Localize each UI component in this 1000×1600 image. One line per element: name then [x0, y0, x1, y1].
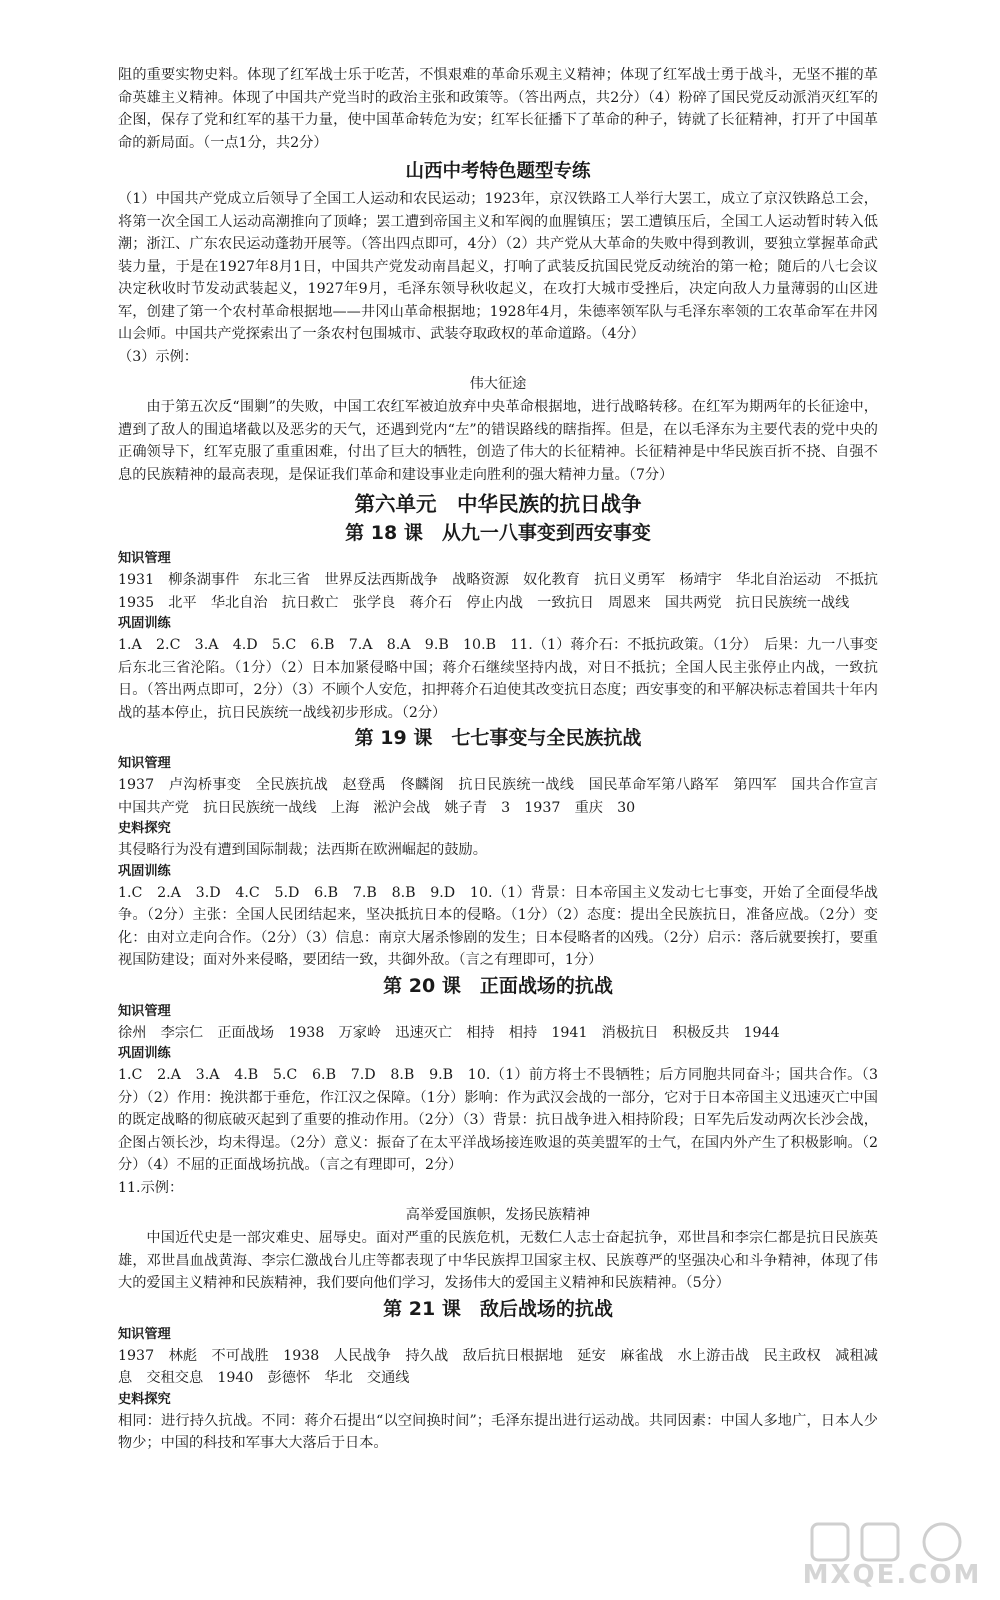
knowledge-label: 知识管理: [118, 551, 171, 566]
practice-answers: 1.A 2.C 3.A 4.D 5.C 6.B 7.A 8.A 9.B 10.B 11.（1）蒋介石：不抵抗政策。（1分） 后果：九一八事变后东北三省沦陷。（1分）（2）日本加紧侵略中国；蒋介石继续坚持内战，对日不抵抗；全国人民主张停止内战，一致抗日。（答出两点即可，2分）（3）不顾个人安危，扣押蒋介石迫使其改变抗日态度；西安事变的和平解决标志着国共十年内战的基本停止，抗日民族统一战线初步形成。（2分）: [118, 637, 878, 721]
source-answer: 相同：进行持久抗战。不同：蒋介石提出“以空间换时间”；毛泽东提出进行运动战。共同因素：中国人多地广，日本人少物少；中国的科技和军事大大落后于日本。: [118, 1412, 878, 1451]
lesson-20-heading: 第 20 课 正面战场的抗战: [383, 974, 613, 997]
source-label: 史料探究: [118, 1391, 171, 1407]
knowledge-label: 知识管理: [118, 756, 171, 771]
watermark-icon: [792, 1520, 992, 1564]
practice-label: 巩固训练: [118, 616, 171, 631]
essay-title: 高举爱国旗帜，发扬民族精神: [405, 1207, 591, 1223]
knowledge-answers: 1931 柳条湖事件 东北三省 世界反法西斯战争 战略资源 奴化教育 抗日义勇军 杨靖宇 华北自治运动 不抵抗 1935 北平 华北自治 抗日救亡 张学良 蒋介石 停止内战 一致抗日 周恩来 国共两党 抗日民族统一战线: [118, 572, 893, 611]
practice-answers: 1.C 2.A 3.D 4.C 5.D 6.B 7.B 8.B 9.D 10.（1）背景：日本帝国主义发动七七事变，开始了全面侵华战争。（2分）主张：全国人民团结起来，坚决抵抗日本的侵略。（1分）（2）态度：提出全民族抗日，准备应战。（2分）变化：由对立走向合作。（2分）（3）信息：南京大屠杀惨剧的发生；日本侵略者的凶残。（2分）启示：落后就要挨打，要重视国防建设；面对外来侵略，要团结一致，共御外敌。（言之有理即可，1分）: [118, 884, 878, 968]
shanxi-answer-3: （3）示例：: [118, 348, 198, 365]
essay-body: 由于第五次反“围剿”的失败，中国工农红军被迫放弃中央革命根据地，进行战略转移。在红军为期两年的长征途中，遭到了敌人的围追堵截以及恶劣的天气，还遇到党内“左”的错误路线的瞎指挥。但是，在以毛泽东为主要代表的党中央的正确领导下，红军克服了重重困难，付出了巨大的牺牲，创造了伟大的长征精神。长征精神是中华民族百折不挠、自强不息的民族精神的最高表现，是保证我们革命和建设事业走向胜利的强大精神力量。（7分）: [118, 399, 878, 483]
question-11-intro: 11.示例：: [118, 1179, 184, 1196]
knowledge-label: 知识管理: [118, 1003, 171, 1019]
shanxi-heading: 山西中考特色题型专练: [405, 161, 591, 182]
source-label: 史料探究: [118, 821, 171, 836]
lesson-19-heading: 第 19 课 七七事变与全民族抗战: [354, 727, 642, 749]
knowledge-label: 知识管理: [118, 1326, 171, 1342]
continued-answer: 阻的重要实物史料。体现了红军战士乐于吃苦，不惧艰难的革命乐观主义精神；体现了红军战士勇于战斗，无坚不摧的革命英雄主义精神。体现了中国共产党当时的政治主张和政策等。（答出两点，共2分）（4）粉碎了国民党反动派消灭红军的企图，保存了党和红军的基干力量，使中国革命转危为安；红军长征播下了革命的种子，铸就了长征精神，打开了中国革命的新局面。（一点1分，共2分）: [118, 67, 878, 151]
watermark-logo: [792, 1520, 992, 1590]
source-answer: 其侵略行为没有遭到国际制裁；法西斯在欧洲崛起的鼓励。: [118, 842, 487, 858]
practice-label: 巩固训练: [118, 863, 171, 879]
watermark-text: MXQE.COM: [802, 1560, 982, 1590]
essay-body: 中国近代史是一部灾难史、屈辱史。面对严重的民族危机，无数仁人志士奋起抗争，邓世昌和李宗仁都是抗日民族英雄，邓世昌血战黄海、李宗仁激战台儿庄等都表现了中华民族捍卫国家主权、民族尊严的坚强决心和斗争精神，体现了伟大的爱国主义精神和民族精神，我们要向他们学习，发扬伟大的爱国主义精神和民族精神。（5分）: [118, 1230, 878, 1291]
knowledge-answers: 1937 林彪 不可战胜 1938 人民战争 持久战 敌后抗日根据地 延安 麻雀战 水上游击战 民主政权 减租减息 交租交息 1940 彭德怀 华北 交通线: [118, 1347, 878, 1386]
essay-title: 伟大征途: [469, 376, 527, 392]
lesson-21-heading: 第 21 课 敌后战场的抗战: [383, 1297, 613, 1320]
lesson-18-heading: 第 18 课 从九一八事变到西安事变: [345, 522, 651, 544]
knowledge-answers: 1937 卢沟桥事变 全民族抗战 赵登禹 佟麟阁 抗日民族统一战线 国民革命军第八路军 第四军 国共合作宣言 中国共产党 抗日民族统一战线 上海 淞沪会战 姚子青 3 1937 重庆 30: [118, 777, 893, 816]
practice-label: 巩固训练: [118, 1046, 171, 1061]
unit-heading: 第六单元 中华民族的抗日战争: [354, 492, 642, 516]
shanxi-answer-1-2: （1）中国共产党成立后领导了全国工人运动和农民运动；1923年，京汉铁路工人举行大罢工，成立了京汉铁路总工会，将第一次全国工人运动高潮推向了顶峰；罢工遭到帝国主义和军阀的血腥镇压；罢工遭镇压后，全国工人运动暂时转入低潮；浙江、广东农民运动蓬勃开展等。（答出四点即可，4分）（2）共产党从大革命的失败中得到教训，要独立掌握革命武装力量，于是在1927年8月1日，中国共产党发动南昌起义，打响了武装反抗国民党反动统治的第一枪；随后的八七会议决定秋收时节发动武装起义，1927年9月，毛泽东领导秋收起义，在攻打大城市受挫后，决定向敌人力量薄弱的山区进军，创建了第一个农村革命根据地——井冈山革命根据地；1928年4月，朱德率领军队与毛泽东率领的工农革命军在井冈山会师。中国共产党探索出了一条农村包围城市、武装夺取政权的革命道路。（4分）: [118, 191, 878, 342]
content-column: [118, 64, 893, 1455]
practice-answers: 1.C 2.A 3.A 4.B 5.C 6.B 7.D 8.B 9.B 10.（1）前方将士不畏牺牲；后方同胞共同奋斗；国共合作。（3分）（2）作用：挽洪都于垂危，作江汉之保障。（1分）影响：作为武汉会战的一部分，它对于日本帝国主义迅速灭亡中国的既定战略的彻底破灭起到了重要的推动作用。（2分）（3）背景：抗日战争进入相持阶段；日军先后发动两次长沙会战，企图占领长沙，均未得逞。（2分）意义：振奋了在太平洋战场接连败退的英美盟军的士气，在国内外产生了积极影响。（2分）（4）不屈的正面战场抗战。（言之有理即可，2分）: [118, 1067, 878, 1173]
knowledge-answers: 徐州 李宗仁 正面战场 1938 万家岭 迅速灭亡 相持 相持 1941 消极抗日 积极反共 1944: [118, 1024, 780, 1041]
